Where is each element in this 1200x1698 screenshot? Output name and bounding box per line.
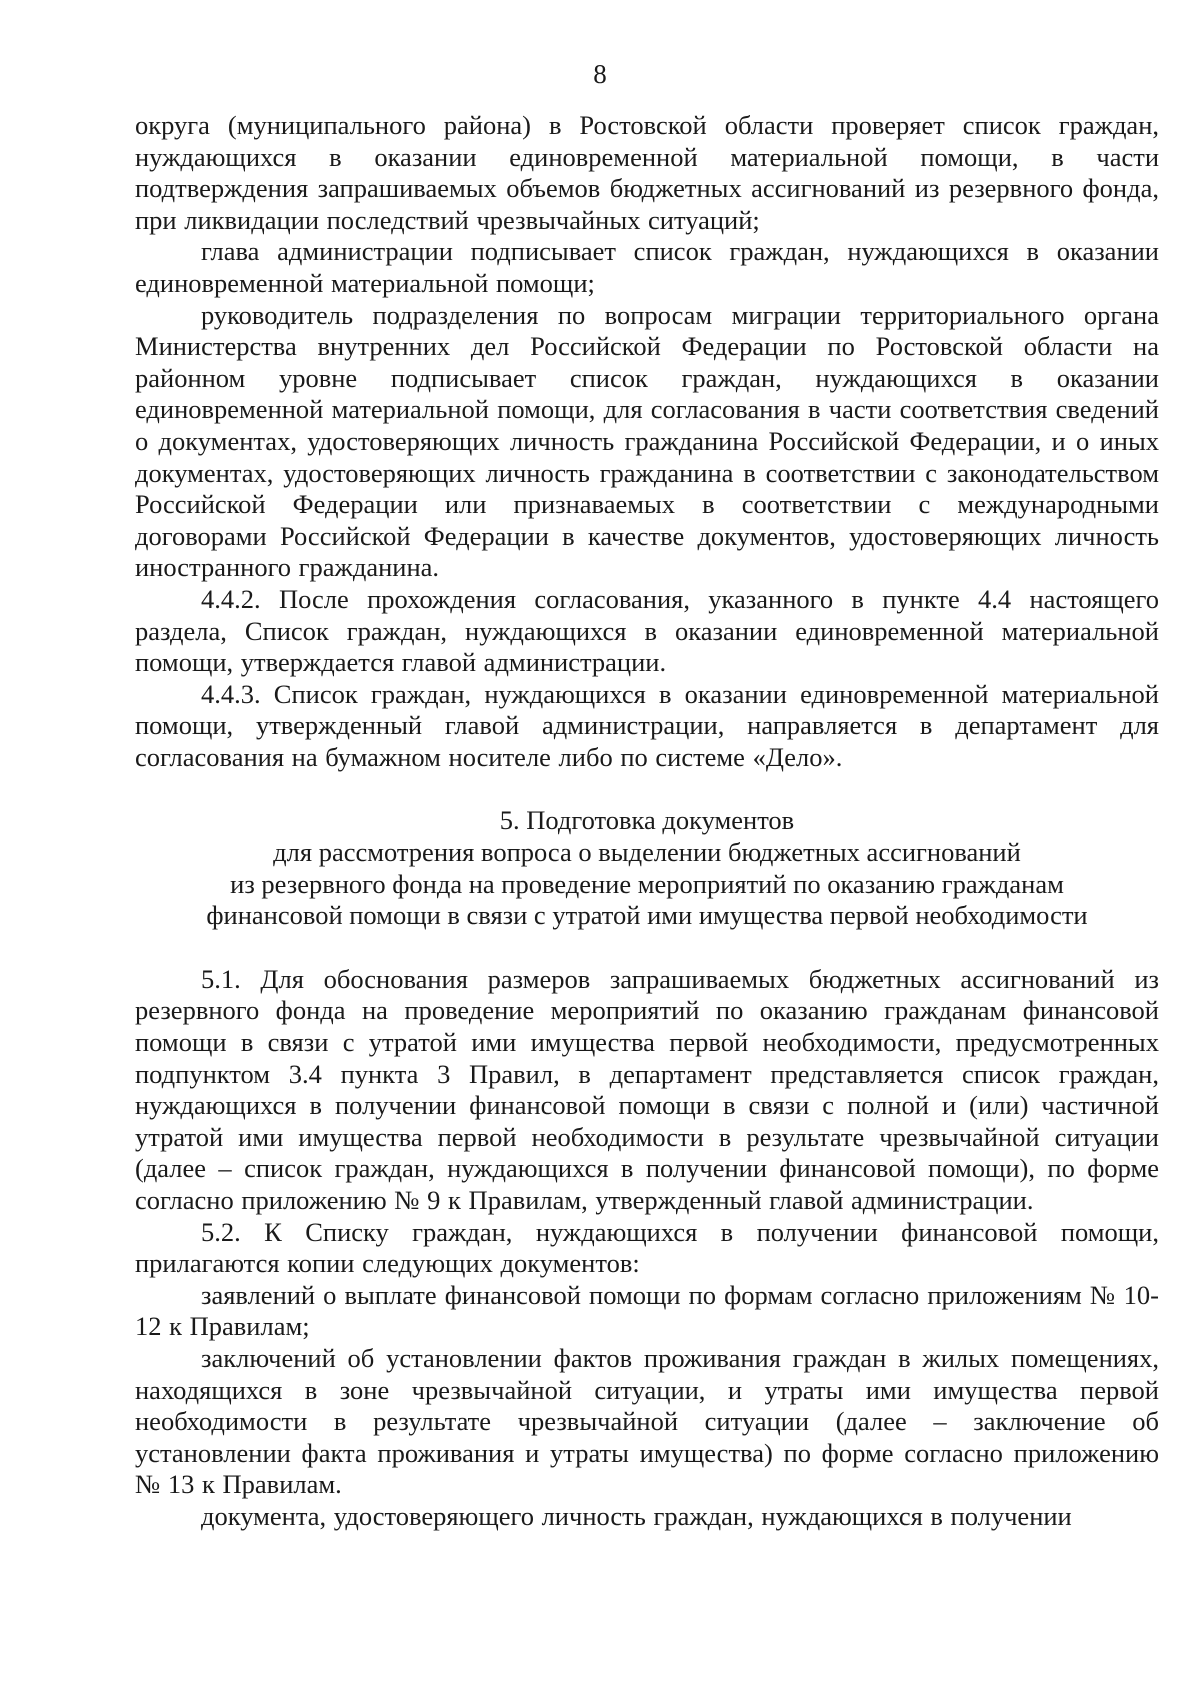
paragraph: 5.1. Для обоснования размеров запрашиваемых бюджетных ассигнований из резервного фонда на проведение мероприятий по оказанию гражданам финансовой помощи в связи с утратой ими имущества первой необходимости, предусмотренных подпунктом 3.4 пункта 3 Правил, в департамент представляется список граждан, нуждающихся в получении финансовой помощи в связи с полной и (или) частичной утратой ими имущества первой необходимости в результате чрезвычайной ситуации (далее – список граждан, нуждающихся в получении финансовой помощи), по форме согласно приложению № 9 к Правилам, утвержденный главой администрации. [135, 963, 1159, 1215]
document-body [135, 110, 1159, 1533]
paragraph: глава администрации подписывает список граждан, нуждающихся в оказании единовременной материальной помощи; [135, 236, 1159, 298]
section-heading-line: 5. Подготовка документов [499, 805, 795, 836]
paragraph: заключений об установлении фактов проживания граждан в жилых помещениях, находящихся в зоне чрезвычайной ситуации, и утраты ими имущества первой необходимости в результате чрезвычайной ситуации (далее – заключение об установлении факта проживания и утраты имущества) по форме согласно приложению № 13 к Правилам. [135, 1342, 1159, 1500]
section-heading-line: для рассмотрения вопроса о выделении бюджетных ассигнований [273, 837, 1021, 868]
paragraph: 4.4.2. После прохождения согласования, указанного в пункте 4.4 настоящего раздела, Список граждан, нуждающихся в оказании единовременной материальной помощи, утверждается главой администрации. [135, 583, 1159, 678]
section-heading [135, 805, 1159, 931]
paragraph: 4.4.3. Список граждан, нуждающихся в оказании единовременной материальной помощи, утвержденный главой администрации, направляется в департамент для согласования на бумажном носителе либо по системе «Дело». [135, 678, 1159, 772]
section-heading-line: из резервного фонда на проведение мероприятий по оказанию гражданам [230, 868, 1064, 899]
paragraph: документа, удостоверяющего личность граждан, нуждающихся в получении [201, 1500, 1072, 1531]
page-number: 8 [593, 59, 607, 89]
paragraph: округа (муниципального района) в Ростовской области проверяет список граждан, нуждающихся в оказании единовременной материальной помощи, в части подтверждения запрашиваемых объемов бюджетных ассигнований из резервного фонда, при ликвидации последствий чрезвычайных ситуаций; [135, 110, 1159, 235]
paragraph: заявлений о выплате финансовой помощи по формам согласно приложениям № 10- 12 к Правилам; [135, 1279, 1159, 1342]
paragraph: 5.2. К Списку граждан, нуждающихся в получении финансовой помощи, прилагаются копии следующих документов: [135, 1216, 1159, 1279]
paragraph: руководитель подразделения по вопросам миграции территориального органа Министерства внутренних дел Российской Федерации по Ростовской области на районном уровне подписывает список граждан, нуждающихся в оказании единовременной материальной помощи, для согласования в части соответствия сведений о документах, удостоверяющих личность гражданина Российской Федерации, и о иных документах, удостоверяющих личность гражданина в соответствии с законодательством Российской Федерации или признаваемых в соответствии с международными договорами Российской Федерации в качестве документов, удостоверяющих личность иностранного гражданина. [135, 299, 1159, 583]
section-heading-line: финансовой помощи в связи с утратой ими имущества первой необходимости [206, 900, 1088, 931]
